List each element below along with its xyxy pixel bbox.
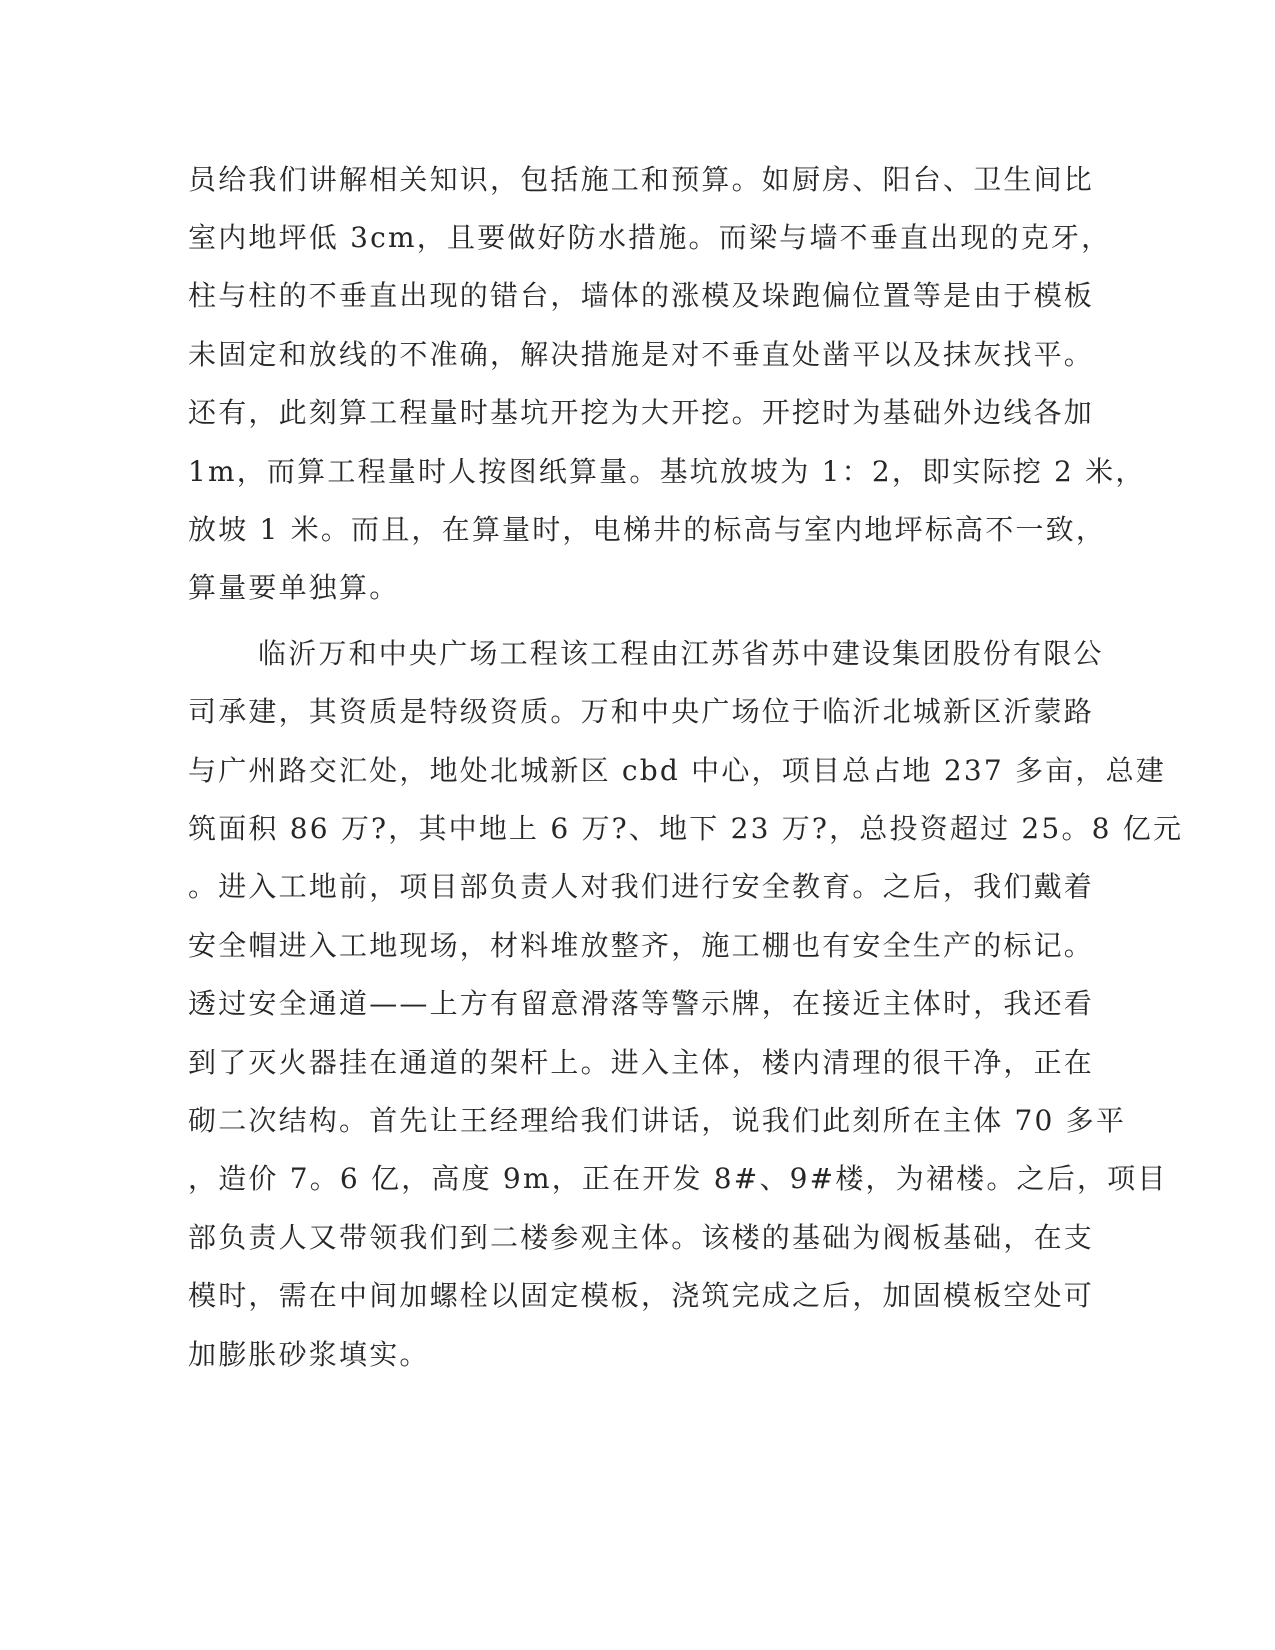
paragraph-1-line: 放坡 1 米。而且，在算量时，电梯井的标高与室内地坪标高不一致， — [188, 513, 1107, 546]
paragraph-1-line: 员给我们讲解相关知识，包括施工和预算。如厨房、阳台、卫生间比 — [188, 163, 1095, 196]
paragraph-1-line: 未固定和放线的不准确，解决措施是对不垂直处凿平以及抹灰找平。 — [188, 338, 1095, 371]
paragraph-2-line: 筑面积 86 万?，其中地上 6 万?、地下 23 万?，总投资超过 25。8 亿元 — [188, 812, 1184, 845]
paragraph-2-line: 加膨胀砂浆填实。 — [188, 1338, 430, 1371]
paragraph-2-line: 与广州路交汇处，地处北城新区 cbd 中心，项目总占地 237 多亩，总建 — [188, 754, 1166, 787]
paragraph-2-line: 安全帽进入工地现场，材料堆放整齐，施工棚也有安全生产的标记。 — [188, 929, 1095, 962]
paragraph-2-line: 模时，需在中间加螺栓以固定模板，浇筑完成之后，加固模板空处可 — [188, 1279, 1095, 1312]
paragraph-2-line: 到了灭火器挂在通道的架杆上。进入主体，楼内清理的很干净，正在 — [188, 1046, 1095, 1079]
paragraph-2-line: 透过安全通道——上方有留意滑落等警示牌，在接近主体时，我还看 — [188, 987, 1095, 1020]
paragraph-1 — [188, 162, 1146, 604]
paragraph-2 — [188, 636, 1184, 1376]
paragraph-2-line: 。进入工地前，项目部负责人对我们进行安全教育。之后，我们戴着 — [188, 870, 1095, 903]
paragraph-1-line: 1m，而算工程量时人按图纸算量。基坑放坡为 1：2，即实际挖 2 米， — [188, 455, 1146, 488]
paragraph-2-line: ，造价 7。6 亿，高度 9m，正在开发 8#、9#楼，为裙楼。之后，项目 — [188, 1162, 1168, 1195]
paragraph-1-line: 算量要单独算。 — [188, 571, 400, 604]
paragraph-2-line: 部负责人又带领我们到二楼参观主体。该楼的基础为阀板基础，在支 — [188, 1221, 1095, 1254]
paragraph-1-line: 还有，此刻算工程量时基坑开挖为大开挖。开挖时为基础外边线各加 — [188, 396, 1095, 429]
paragraph-2-line: 砌二次结构。首先让王经理给我们讲话，说我们此刻所在主体 70 多平 — [188, 1104, 1127, 1137]
paragraph-2-line: 司承建，其资质是特级资质。万和中央广场位于临沂北城新区沂蒙路 — [188, 695, 1095, 728]
paragraph-1-line: 室内地坪低 3cm，且要做好防水措施。而梁与墙不垂直出现的克牙， — [188, 221, 1112, 254]
paragraph-1-line: 柱与柱的不垂直出现的错台，墙体的涨模及垛跑偏位置等是由于模板 — [188, 279, 1095, 312]
paragraph-2-line-indented: 临沂万和中央广场工程该工程由江苏省苏中建设集团股份有限公 — [258, 637, 1104, 670]
